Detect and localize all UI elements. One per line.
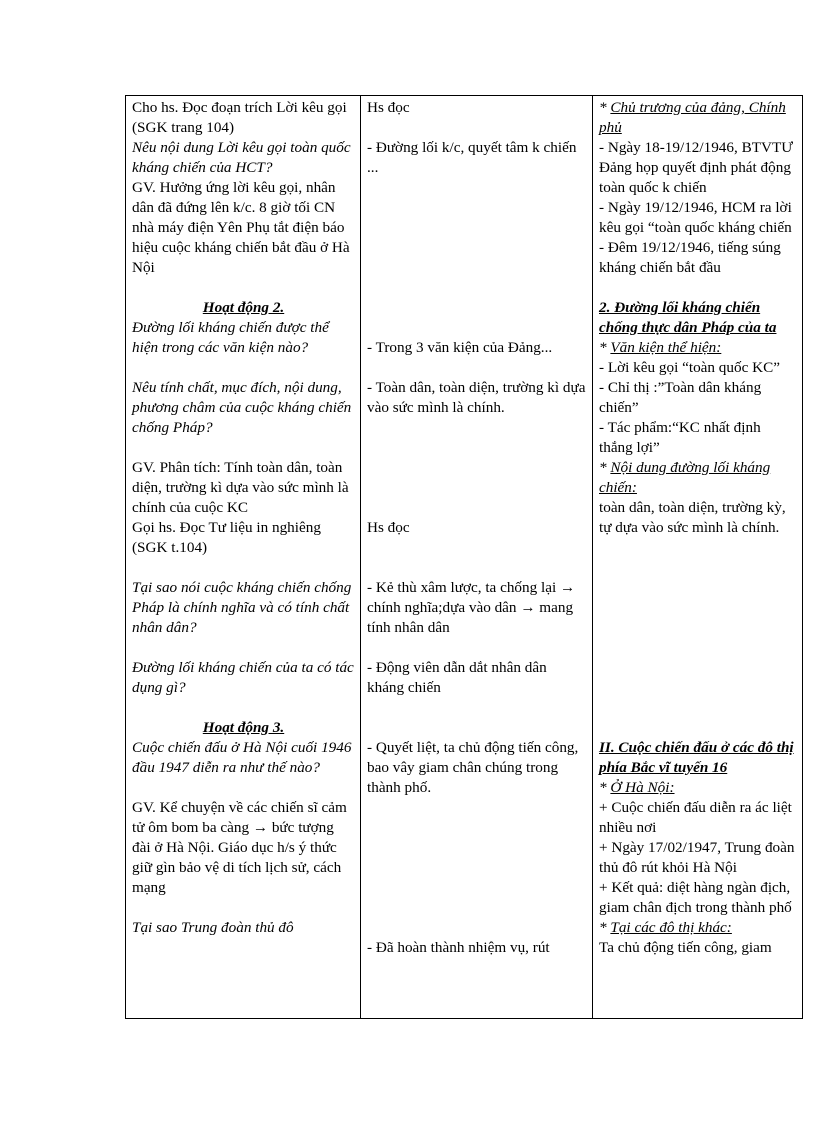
heading-text: Tại các đô thị khác: [610,919,732,936]
answer-documents: - Trong 3 văn kiện của Đảng... [367,339,553,356]
spacer [132,358,355,378]
heading-text: Nội dung đường lối kháng chiến: [599,459,771,496]
activity-3-heading: Hoạt động 3. [202,719,285,736]
spacer [132,438,355,458]
content-line: - Tác phẩm:“KC nhất định thắng lợi” [599,419,761,456]
answer-read: Hs đọc [367,99,410,116]
heading-other-cities [599,918,797,938]
heading-documents [599,338,797,358]
spacer [367,698,587,738]
bullet-star: * [599,339,611,356]
spacer [367,358,587,378]
table-row [126,96,803,1019]
question-just-war: Tại sao nói cuộc kháng chiến chống Pháp là chính nghĩa và có tính chất nhân dân? [132,579,352,636]
instruction-read-excerpt: Cho hs. Đọc đoạn trích Lời kêu gọi (SGK trang 104) [132,99,347,136]
spacer [367,638,587,658]
content-line: + Ngày 17/02/1947, Trung đoàn thủ đô rút khỏi Hà Nội [599,839,795,876]
teacher-note-analysis: GV. Phân tích: Tính toàn dân, toàn diện, trường kì dựa vào sức mình là chính của cuộc KC [132,459,349,516]
answer-nature: - Toàn dân, toàn diện, trường kì dựa vào sức mình là chính. [367,379,586,416]
spacer [367,178,587,338]
content-line: - Đêm 19/12/1946, tiếng súng kháng chiến bắt đầu [599,239,781,276]
heading-resistance-line: 2. Đường lối kháng chiến chống thực dân Pháp của ta [599,299,777,336]
spacer [132,638,355,658]
student-activity-column [361,96,593,1019]
content-line: toàn dân, toàn diện, trường kỳ, tự dựa vào sức mình là chính. [599,499,786,536]
bullet-star: * [599,919,611,936]
activity-2-heading: Hoạt động 2. [202,299,285,316]
spacer [599,538,797,738]
bullet-star: * [599,459,611,476]
content-line: + Kết quả: diệt hàng ngàn địch, giam chân địch trong thành phố [599,879,792,916]
spacer [367,798,587,938]
question-hanoi-battle: Cuộc chiến đấu ở Hà Nội cuối 1946 đầu 1947 diễn ra như thế nào? [132,739,352,776]
spacer [599,278,797,298]
heading-line-content [599,458,797,498]
lesson-plan-table [125,95,803,1019]
heading-party-policy [599,98,797,138]
question-documents: Đường lối kháng chiến được thể hiện trong các văn kiện nào? [132,319,329,356]
instruction-read-sidebar: Gọi hs. Đọc Tư liệu in nghiêng (SGK t.104) [132,519,321,556]
bullet-star: * [599,779,611,796]
question-nature-purpose: Nêu tính chất, mục đích, nội dung, phương châm của cuộc kháng chiến chống Pháp? [132,379,352,436]
heading-text: Chủ trương của đảng, Chính phủ [599,99,786,136]
spacer [367,418,587,518]
heading-text: Văn kiện thể hiện: [610,339,722,356]
spacer [132,558,355,578]
question-regiment: Tại sao Trung đoàn thủ đô [132,919,294,936]
content-line: - Ngày 18-19/12/1946, BTVTƯ Đảng họp quyết định phát động toàn quốc k chiến [599,139,794,196]
answer-regiment: - Đã hoàn thành nhiệm vụ, rút [367,939,550,956]
heading-urban-battle: II. Cuộc chiến đấu ở các đô thị phía Bắc vĩ tuyến 16 [599,739,794,776]
question-effect: Đường lối kháng chiến của ta có tác dụng gì? [132,659,354,696]
heading-text: Ở Hà Nội: [610,779,675,796]
spacer [132,698,355,718]
content-line: + Cuộc chiến đấu diễn ra ác liệt nhiều nơi [599,799,792,836]
spacer [132,778,355,798]
spacer [367,118,587,138]
content-line: - Chỉ thị :”Toàn dân kháng chiến” [599,379,762,416]
heading-hanoi [599,778,797,798]
answer-just-war: - Kẻ thù xâm lược, ta chống lại → chính nghĩa;dựa vào dân → mang tính nhân dân [367,579,576,636]
answer-hanoi-battle: - Quyết liệt, ta chủ động tiến công, bao vây giam chân chúng trong thành phố. [367,739,579,796]
answer-read-2: Hs đọc [367,519,410,536]
lesson-content-column [593,96,803,1019]
spacer [367,538,587,578]
bullet-star: * [599,99,611,116]
teacher-note-hanoi-start: GV. Hưởng ứng lời kêu gọi, nhân dân đã đứng lên k/c. 8 giờ tối CN nhà máy điện Yên Phụ tắt điện báo hiệu cuộc kháng chiến bắt đầu ở Hà Nội [132,179,350,276]
spacer [132,898,355,918]
teacher-note-story: GV. Kể chuyện về các chiến sĩ cảm tử ôm bom ba càng → bức tượng đài ở Hà Nội. Giáo dục h/s ý thức giữ gìn bảo vệ di tích lịch sử, cách mạng [132,799,347,896]
content-line: - Lời kêu gọi “toàn quốc KC” [599,359,780,376]
spacer [132,278,355,298]
question-call-content: Nêu nội dung Lời kêu gọi toàn quốc kháng chiến của HCT? [132,139,351,176]
answer-effect: - Động viên dẫn dắt nhân dân kháng chiến [367,659,547,696]
content-line: - Ngày 19/12/1946, HCM ra lời kêu gọi “toàn quốc kháng chiến [599,199,792,236]
teacher-activity-column [126,96,361,1019]
answer-line: - Đường lối k/c, quyết tâm k chiến ... [367,139,577,176]
content-line: Ta chủ động tiến công, giam [599,939,772,956]
